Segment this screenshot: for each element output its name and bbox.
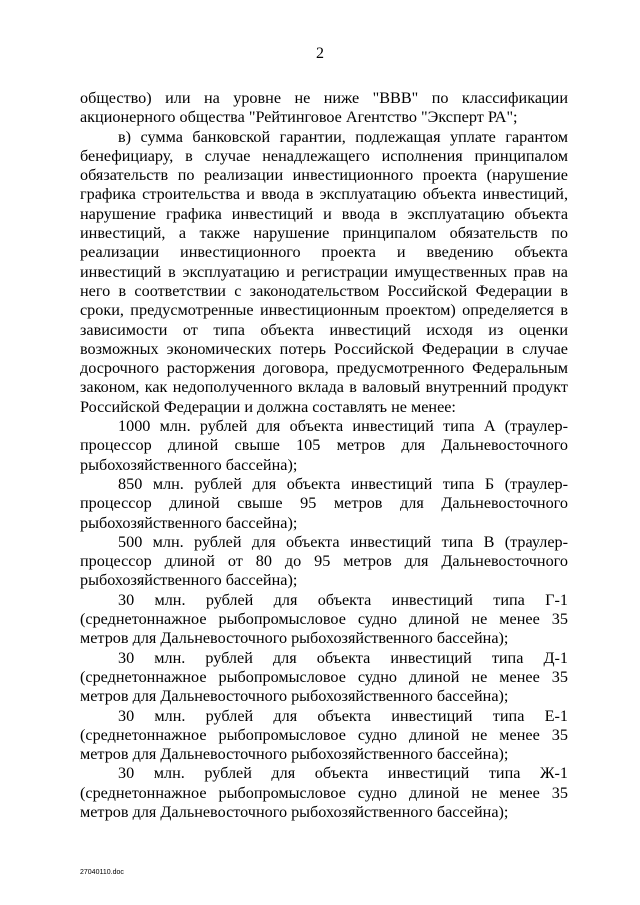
file-name-footer: 27040110.doc bbox=[80, 869, 124, 876]
document-body bbox=[80, 89, 568, 822]
paragraph-type-a: 1000 млн. рублей для объекта инвестиций типа А (траулер-процессор длиной свыше 105 метров для Дальневосточного рыбохозяйственного бассейна); bbox=[80, 417, 568, 474]
paragraph-type-e1: 30 млн. рублей для объекта инвестиций типа Е-1 (среднетоннажное рыбопромысловое судно длиной не менее 35 метров для Дальневосточного рыбохозяйственного бассейна); bbox=[80, 706, 568, 764]
paragraph-continuation: общество) или на уровне не ниже "BBB" по классификации акционерного общества "Рейтинговое Агентство "Эксперт РА"; bbox=[80, 89, 568, 127]
paragraph-type-g1: 30 млн. рублей для объекта инвестиций типа Г-1 (среднетоннажное рыбопромысловое судно длиной не менее 35 метров для Дальневосточного рыбохозяйственного бассейна); bbox=[80, 590, 568, 648]
paragraph-type-v: 500 млн. рублей для объекта инвестиций типа В (траулер-процессор длиной от 80 до 95 метров для Дальневосточного рыбохозяйственного бассейна); bbox=[80, 532, 568, 590]
paragraph-type-zh1: 30 млн. рублей для объекта инвестиций типа Ж-1 (среднетоннажное рыбопромысловое судно длиной не менее 35 метров для Дальневосточного рыбохозяйственного бассейна); bbox=[80, 764, 568, 821]
page-number: 2 bbox=[316, 45, 324, 62]
paragraph-type-b: 850 млн. рублей для объекта инвестиций типа Б (траулер-процессор длиной свыше 95 метров для Дальневосточного рыбохозяйственного бассейна); bbox=[80, 474, 568, 532]
paragraph-guarantee-amount: в) сумма банковской гарантии, подлежащая уплате гарантом бенефициару, в случае ненадлежащего исполнения принципалом обязательств по реализации инвестиционного проекта (нарушение графика строительства и ввода в эксплуатацию объекта инвестиций, нарушение графика инвестиций и ввода в эксплуатацию объекта инвестиций, а также нарушение принципалом обязательств по реализации инвестиционного проекта и введению объекта инвестиций в эксплуатацию и регистрации имущественных прав на него в соответствии с законодательством Российской Федерации в сроки, предусмотренные инвестиционным проектом) определяется в зависимости от типа объекта инвестиций исходя из оценки возможных экономических потерь Российской Федерации в случае досрочного расторжения договора, предусмотренного Федеральным законом, как недополученного вклада в валовый внутренний продукт Российской Федерации и должна составлять не менее: bbox=[80, 127, 568, 416]
paragraph-type-d1: 30 млн. рублей для объекта инвестиций типа Д-1 (среднетоннажное рыбопромысловое судно длиной не менее 35 метров для Дальневосточного рыбохозяйственного бассейна); bbox=[80, 648, 568, 706]
